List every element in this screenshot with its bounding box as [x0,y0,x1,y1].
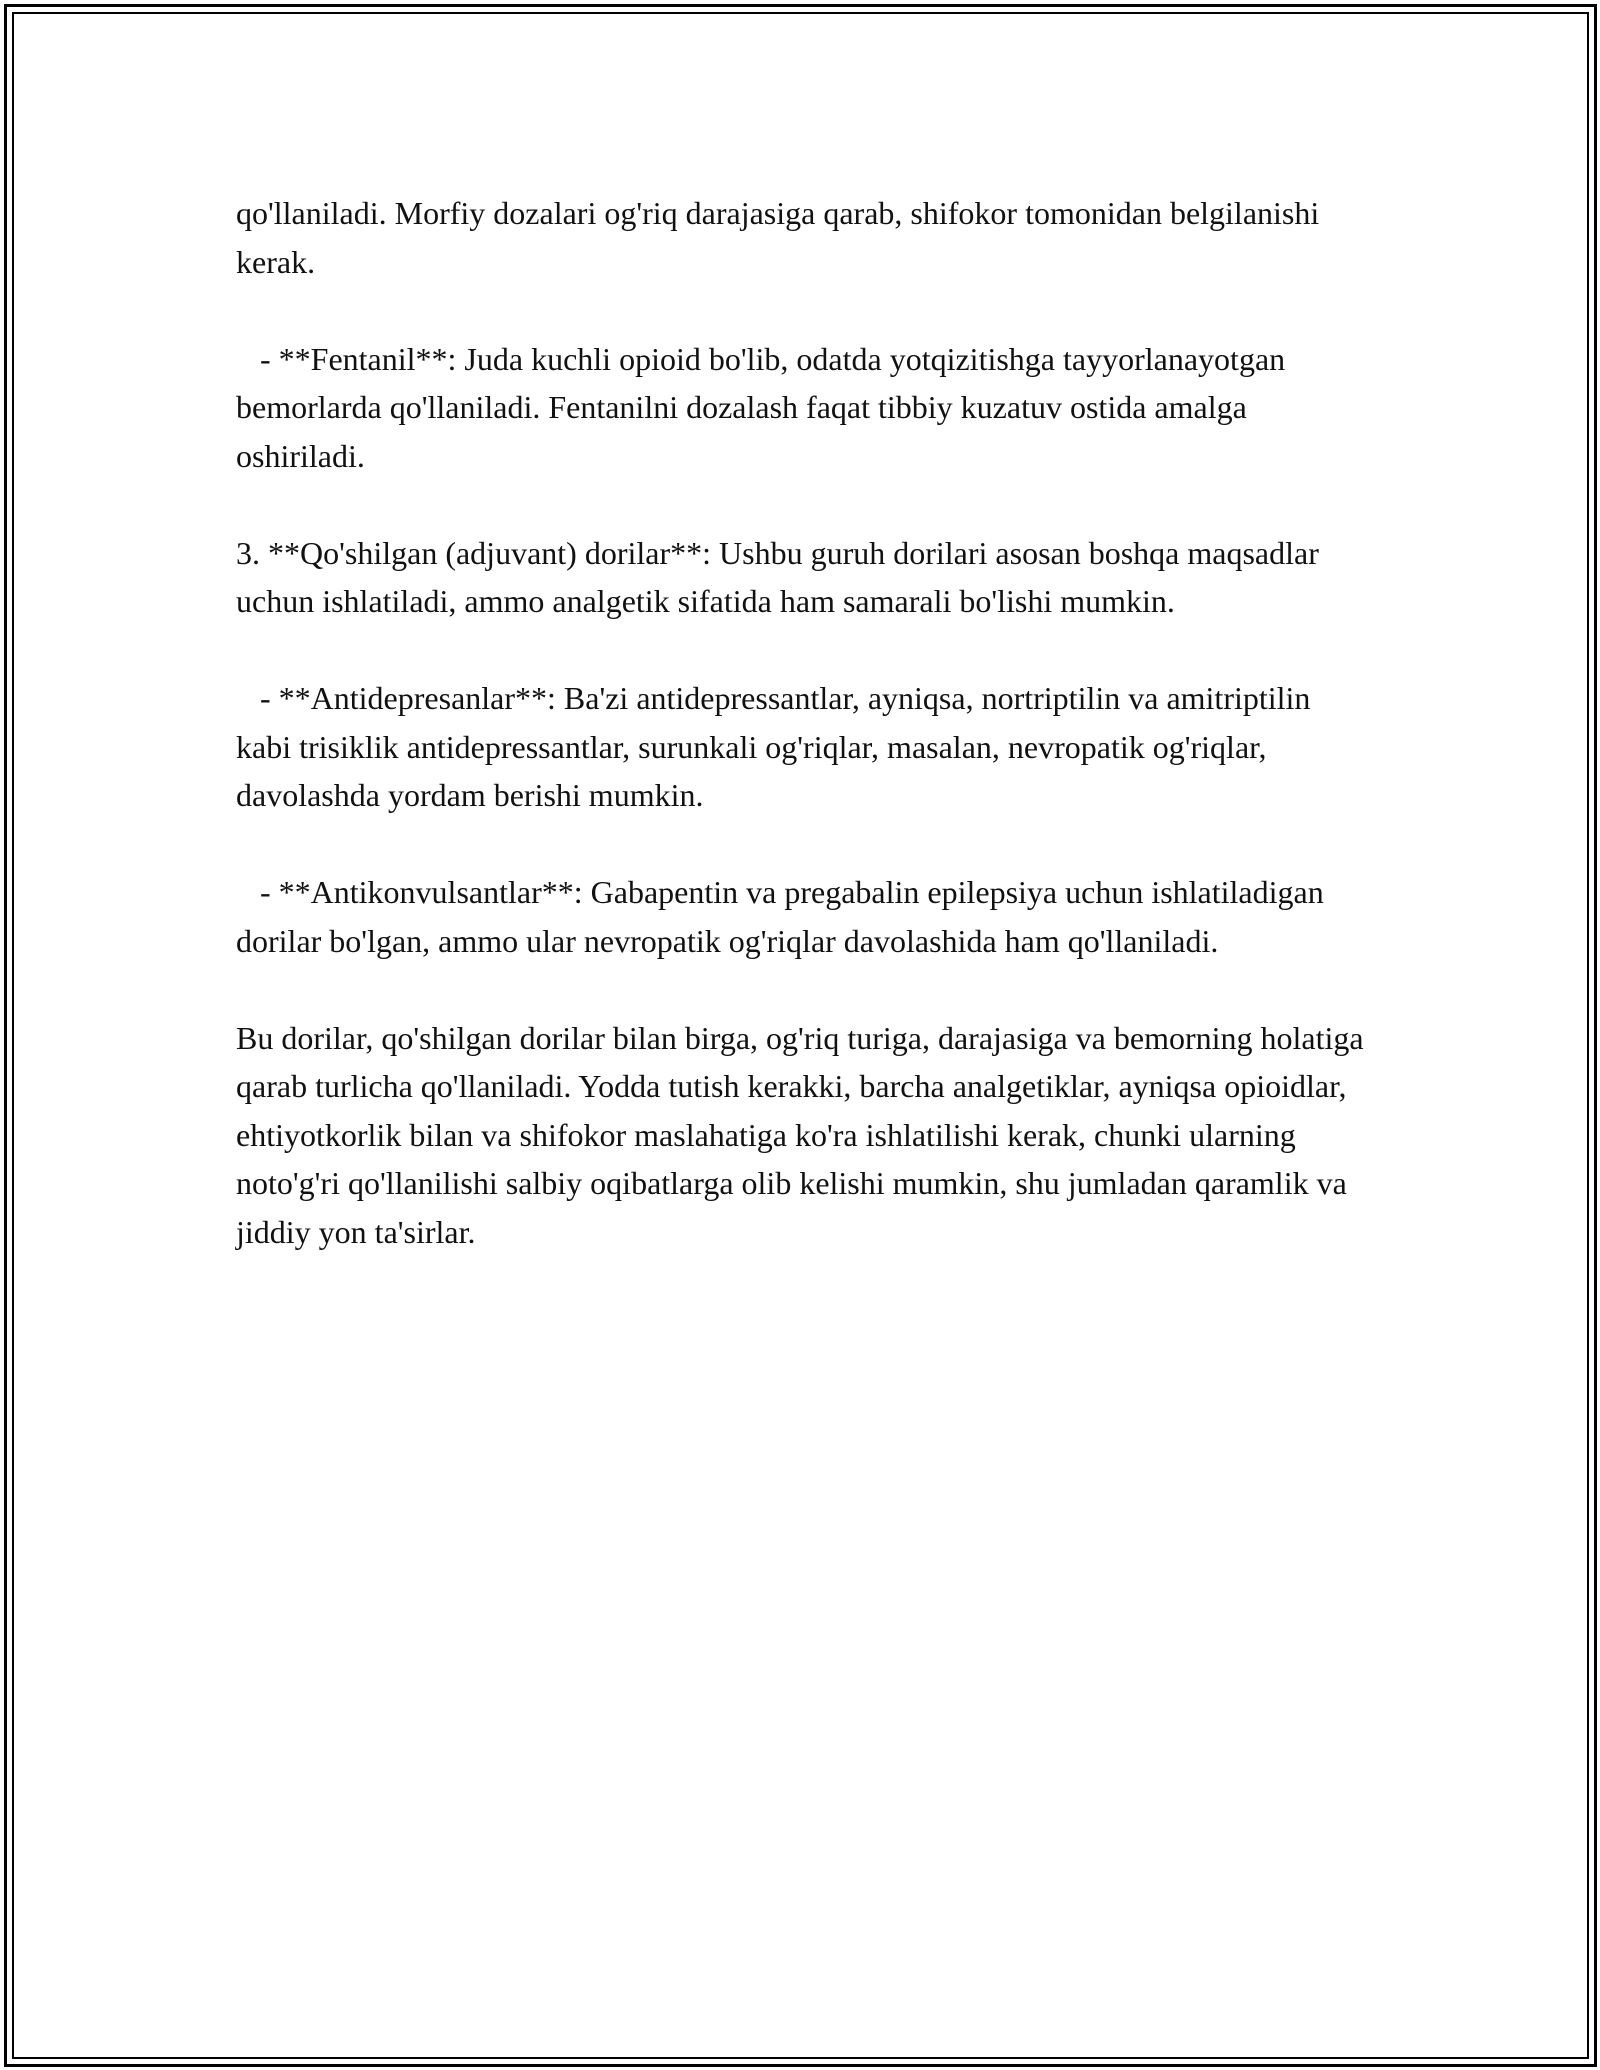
paragraph-adjuvant-drugs: 3. **Qo'shilgan (adjuvant) dorilar**: Ushbu guruh dorilari asosan boshqa maqsadlar uchun ishlatiladi, ammo analgetik sifatida ham samarali bo'lishi mumkin. [236,534,1327,619]
paragraph-conclusion: Bu dorilar, qo'shilgan dorilar bilan birga, og'riq turiga, darajasiga va bemorning holatiga qarab turlicha qo'llaniladi. Yodda tutish kerakki, barcha analgetiklar, ayniqsa opioidlar, ehtiyotkorlik bilan va shifokor maslahatiga ko'ra ishlatilishi kerak, chunki ularning noto'g'ri qo'llanilishi salbiy oqibatlarga olib kelishi mumkin, shu jumladan qaramlik va jiddiy yon ta'sirlar. [236,1019,1372,1250]
paragraph-antidepressants: - **Antidepresanlar**: Ba'zi antidepressantlar, ayniqsa, nortriptilin va amitriptilin kabi trisiklik antidepressantlar, surunkali og'riqlar, masalan, nevropatik og'riqlar, davolashda yordam berishi mumkin. [236,680,1319,813]
paragraph-anticonvulsants: - **Antikonvulsantlar**: Gabapentin va pregabalin epilepsiya uchun ishlatiladigan dorilar bo'lgan, ammo ular nevropatik og'riqlar davolashida ham qo'llaniladi. [236,874,1332,959]
paragraph-fentanyl: - **Fentanil**: Juda kuchli opioid bo'lib, odatda yotqizitishga tayyorlanayotgan bemorlarda qo'llaniladi. Fentanilni dozalash faqat tibbiy kuzatuv ostida amalga oshiriladi. [236,340,1294,474]
document-body [236,189,1372,1256]
paragraph-morphine-dosage: qo'llaniladi. Morfiy dozalari og'riq darajasiga qarab, shifokor tomonidan belgilanishi kerak. [236,195,1328,280]
